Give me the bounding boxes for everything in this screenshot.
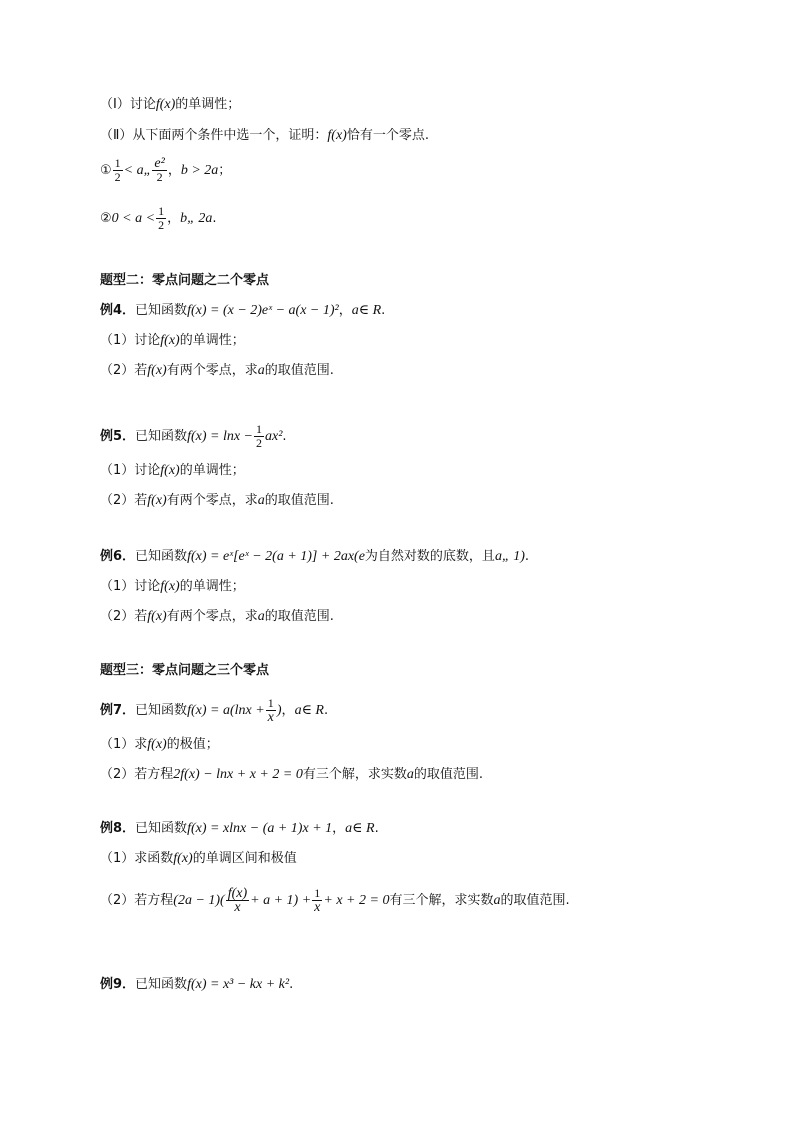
example-5: 例5．已知函数f(x) = lnx − $\frac{1}{2}$ ax². [100,422,287,450]
example-5-part-1: （1）讨论f(x)的单调性； [100,463,245,478]
section-heading-type-2: 题型二：零点问题之二个零点 [100,273,270,288]
fraction: $\frac{1}{2}$ [256,422,262,450]
example-7-part-1: （1）求f(x)的极值； [100,737,219,752]
condition-2: ②0 < a < $\frac{1}{2}$ ，b„ 2a. [100,204,217,232]
section-heading-type-3: 题型三：零点问题之三个零点 [100,663,270,678]
example-8: 例8．已知函数f(x) = xlnx − (a + 1)x + 1，a∈ R. [100,821,379,836]
part-i-line: （Ⅰ）讨论f(x)的单调性； [100,97,241,112]
example-8-part-1: （1）求函数f(x)的单调区间和极值 [100,851,297,866]
example-8-part-2: （2）若方程(2a − 1)( $\frac{f(x)}{x}$ + a + 1) + $\frac{1}{x}$ + x + 2 = 0有三个解，求实数a的取值范围. [100,886,570,915]
example-5-part-2: （2）若f(x)有两个零点，求a的取值范围. [100,493,334,508]
example-4-part-2: （2）若f(x)有两个零点，求a的取值范围. [100,363,334,378]
fraction: $\frac{f(x)}{x}$ [227,886,248,915]
example-9: 例9．已知函数f(x) = x³ − kx + k². [100,977,294,992]
example-6-part-1: （1）讨论f(x)的单调性； [100,579,245,594]
example-7: 例7．已知函数f(x) = a(lnx + $\frac{1}{x}$ )，a∈ R. [100,696,329,725]
fraction: $\frac{1}{2}$ [158,204,165,232]
fraction: $\frac{1}{x}$ [267,696,274,725]
example-4-part-1: （1）讨论f(x)的单调性； [100,333,245,348]
fraction: $\frac{\text{e²}}{2}$ [154,156,165,184]
fraction: $\frac{1}{2}$ [114,156,121,184]
condition-1: ① $\frac{1}{2}$ < a„ $\frac{\text{e²}}{2}$ ，b > 2a； [100,156,232,184]
example-7-part-2: （2）若方程2f(x) − lnx + x + 2 = 0有三个解，求实数a的取值范围. [100,767,483,782]
example-6: 例6．已知函数f(x) = eˣ[eˣ − 2(a + 1)] + 2ax(e为自然对数的底数，且a„ 1). [100,549,530,564]
example-4: 例4．已知函数f(x) = (x − 2)eˣ − a(x − 1)²，a∈ R. [100,303,386,318]
part-ii-line: （Ⅱ）从下面两个条件中选一个，证明：f(x)恰有一个零点. [100,128,429,143]
example-6-part-2: （2）若f(x)有两个零点，求a的取值范围. [100,609,334,624]
fraction: $\frac{1}{x}$ [314,886,321,915]
